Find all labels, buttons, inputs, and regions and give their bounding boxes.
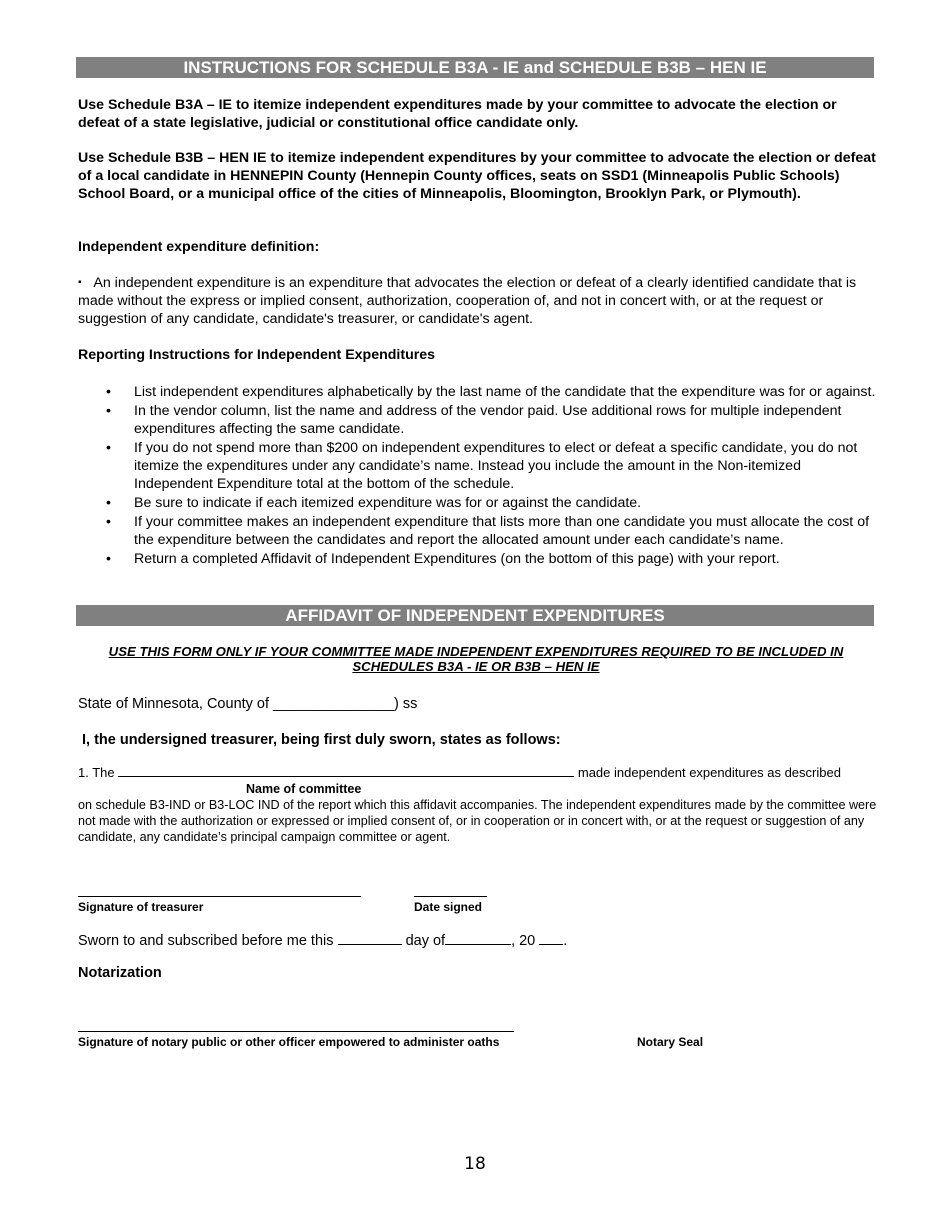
item1-body: on schedule B3-IND or B3-LOC IND of the report which this affidavit accompanies. The independent expenditures made by the committee were not made with the authorization or expressed or implied consent of, or in cooperation or in concert with, or at the request or suggestion of any candidate, any candidate’s principal campaign committee or agent.: [78, 798, 877, 844]
notary-signature-line[interactable]: [78, 1031, 514, 1032]
notary-seal-label: Notary Seal: [637, 1035, 704, 1049]
bullet-icon: •: [106, 384, 111, 400]
item1-suffix: made independent expenditures as described: [577, 765, 841, 780]
sworn-period: .: [563, 933, 568, 949]
bullet-icon: •: [106, 514, 111, 530]
list-item: [78, 513, 878, 549]
bullet-icon: •: [106, 440, 111, 456]
date-signed-label: Date signed: [414, 900, 483, 914]
bullet-icon: •: [106, 403, 111, 419]
list-item: [78, 402, 878, 438]
list-item-text: List independent expenditures alphabetically by the last name of the candidate that the expenditure was for or against.: [134, 384, 876, 400]
definition-text: An independent expenditure is an expenditure that advocates the election or defeat of a clearly identified candidate that is made without the express or implied consent, authorization, cooperation of, and not in concert with, or at the request or suggestion of any candidate, candidate's treasurer, or candidate's agent.: [78, 275, 857, 327]
schedule-b3a-paragraph: Use Schedule B3A – IE to itemize independent expenditures made by your committee to advocate the election or defeat of a state legislative, judicial or constitutional office candidate only.: [78, 97, 837, 131]
notary-signature-label: Signature of notary public or other officer empowered to administer oaths: [78, 1035, 500, 1049]
list-item: [78, 383, 878, 401]
list-item-text: Return a completed Affidavit of Independent Expenditures (on the bottom of this page) with your report.: [134, 551, 780, 567]
bullet-icon: •: [106, 495, 111, 511]
reporting-list: [78, 383, 878, 569]
item1-line: [78, 765, 878, 781]
sworn-year-prefix: , 20: [511, 933, 536, 949]
sworn-heading: I, the undersigned treasurer, being first duly sworn, states as follows:: [82, 732, 561, 748]
definition-paragraph: [78, 274, 878, 328]
list-item-text: If you do not spend more than $200 on independent expenditures to elect or defeat a specific candidate, you do not itemize the expenditures under any candidate’s name. Instead you include the amount in the Non-itemized Independent Expenditure total at the bottom of the schedule.: [134, 440, 858, 492]
sworn-year-field[interactable]: [539, 934, 563, 945]
schedule-b3b-paragraph: Use Schedule B3B – HEN IE to itemize independent expenditures by your committee to advocate the election or defeat of a local candidate in HENNEPIN County (Hennepin County offices, seats on SSD1 (Minneapolis Public Schools) School Board, or a municipal office of the cities of Minneapolis, Bloomington, Brooklyn Park, or Plymouth).: [78, 150, 876, 202]
list-item: [78, 494, 878, 512]
sworn-text: Sworn to and subscribed before me this: [78, 933, 334, 949]
definition-heading: Independent expenditure definition:: [78, 239, 320, 255]
list-item-text: In the vendor column, list the name and address of the vendor paid. Use additional rows for multiple independent expenditures affecting the same candidate.: [134, 403, 842, 437]
affidavit-notice: [78, 644, 874, 674]
item1-prefix: 1. The: [78, 765, 115, 780]
square-bullet-icon: ▪: [78, 277, 82, 288]
sworn-day-field[interactable]: [338, 934, 402, 945]
list-item-text: Be sure to indicate if each itemized expenditure was for or against the candidate.: [134, 495, 642, 511]
affidavit-notice-line1: USE THIS FORM ONLY IF YOUR COMMITTEE MADE INDEPENDENT EXPENDITURES REQUIRED TO BE INCLUDED IN: [108, 644, 844, 659]
bullet-icon: •: [106, 551, 111, 567]
instructions-banner: INSTRUCTIONS FOR SCHEDULE B3A - IE and SCHEDULE B3B – HEN IE: [76, 57, 874, 78]
treasurer-signature-line[interactable]: [78, 896, 361, 897]
reporting-heading: Reporting Instructions for Independent Expenditures: [78, 347, 436, 363]
sworn-line: [78, 932, 878, 950]
date-signed-line[interactable]: [414, 896, 487, 897]
sworn-day-of-text: day of: [405, 933, 446, 949]
page-number: 18: [464, 1154, 486, 1174]
list-item: [78, 550, 878, 568]
affidavit-banner: AFFIDAVIT OF INDEPENDENT EXPENDITURES: [76, 605, 874, 626]
committee-name-label: Name of committee: [246, 782, 362, 796]
state-county-line: State of Minnesota, County of _______________) ss: [78, 696, 418, 712]
treasurer-signature-label: Signature of treasurer: [78, 900, 204, 914]
committee-name-field[interactable]: [118, 766, 574, 777]
notarization-heading: Notarization: [78, 965, 162, 981]
list-item: [78, 439, 878, 493]
list-item-text: If your committee makes an independent expenditure that lists more than one candidate you must allocate the cost of the expenditure between the candidates and report the allocated amount under each candidate’s name.: [134, 514, 870, 548]
sworn-month-field[interactable]: [445, 934, 511, 945]
affidavit-notice-line2: SCHEDULES B3A - IE OR B3B – HEN IE: [352, 659, 600, 674]
